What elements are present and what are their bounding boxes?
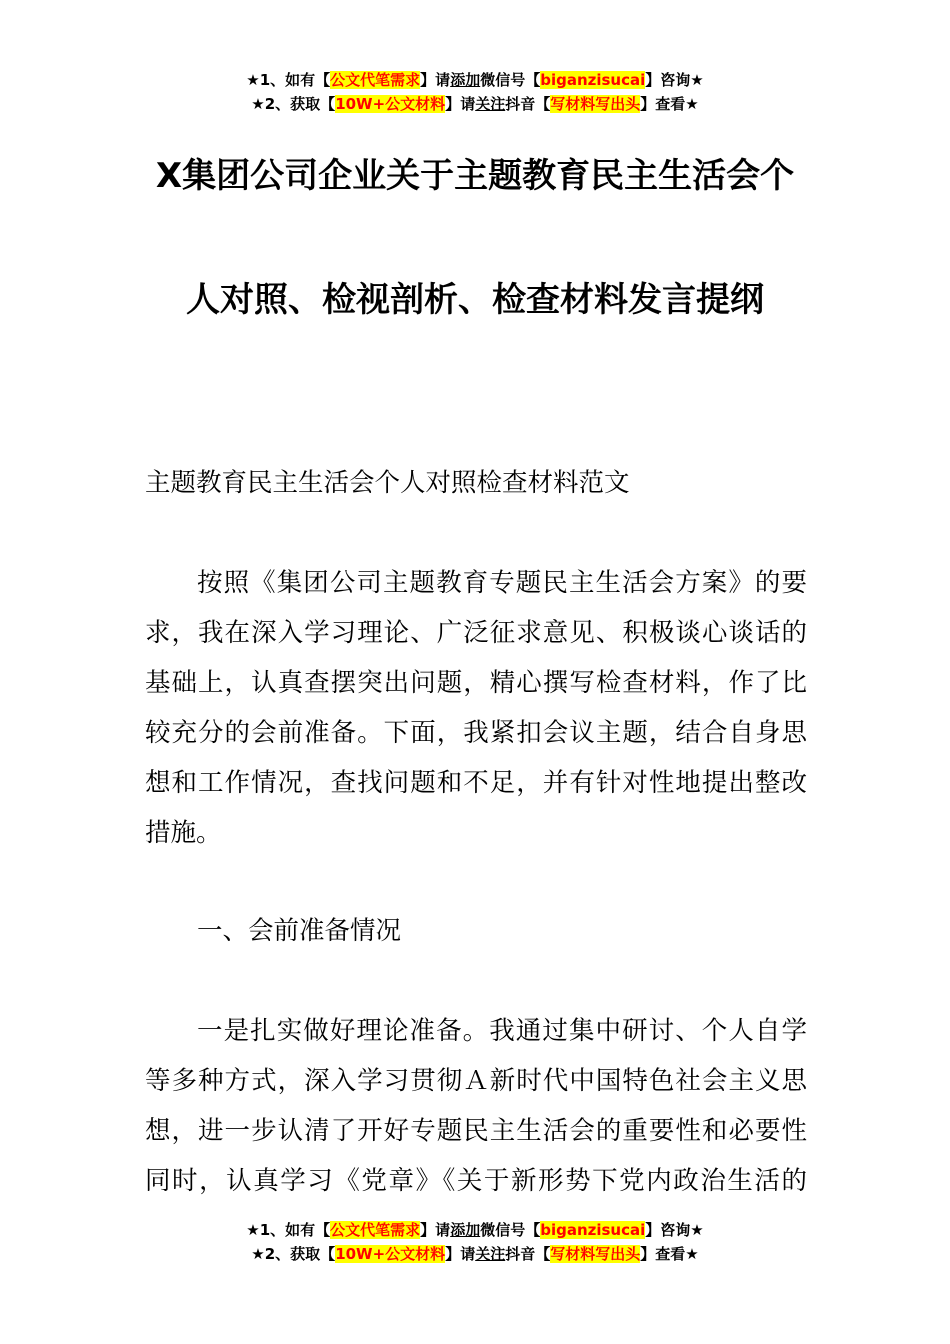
banner-line-2-highlight-materials: 10W+公文材料 [335, 95, 446, 113]
paragraph-line: 措施。 [145, 818, 222, 848]
banner-line-2 [0, 92, 950, 116]
footer-banner-line-1-prefix: ★1、如有【 [246, 1221, 331, 1239]
banner-line-1-suffix: 】咨询★ [645, 71, 704, 89]
footer-banner-line-1-suffix: 】咨询★ [645, 1221, 704, 1239]
paragraph-line: 按照《集团公司主题教育专题民主生活会方案》的要 [197, 568, 807, 598]
paragraph-theory-preparation [145, 1006, 807, 1206]
footer-banner-line-2-mid2: 抖音【 [505, 1245, 551, 1263]
footer-banner-line-1-highlight-service: 公文代笔需求 [330, 1221, 421, 1239]
banner-line-2-mid2: 抖音【 [505, 95, 551, 113]
section-heading [145, 906, 807, 956]
footer-banner-line-1 [0, 1218, 950, 1242]
footer-banner-line-1-mid: 】请 [420, 1221, 451, 1239]
header-banner [0, 68, 950, 116]
banner-line-2-suffix: 】查看★ [640, 95, 699, 113]
banner-line-1-mid: 】请 [420, 71, 451, 89]
banner-line-2-prefix: ★2、获取【 [251, 95, 336, 113]
banner-line-1-highlight-wechat: biganzisucai [540, 71, 646, 89]
paragraph-intro [145, 558, 807, 858]
footer-banner-line-2-prefix: ★2、获取【 [251, 1245, 336, 1263]
banner-line-2-highlight-douyin: 写材料写出头 [550, 95, 641, 113]
paragraph-line: 一是扎实做好理论准备。我通过集中研讨、个人自学 [197, 1016, 807, 1046]
banner-line-1-mid2: 微信号【 [480, 71, 541, 89]
footer-banner-line-2-highlight-douyin: 写材料写出头 [550, 1245, 641, 1263]
footer-banner-line-2-mid: 】请 [445, 1245, 476, 1263]
banner-line-2-underline: 关注 [475, 95, 506, 113]
paragraph-line: 想，进一步认清了开好专题民主生活会的重要性和必要性 [145, 1116, 807, 1146]
footer-banner-line-2-highlight-materials: 10W+公文材料 [335, 1245, 446, 1263]
subtitle-text: 主题教育民主生活会个人对照检查材料范文 [145, 468, 630, 498]
footer-banner-line-1-mid2: 微信号【 [480, 1221, 541, 1239]
footer-banner [0, 1218, 950, 1266]
footer-banner-line-1-underline: 添加 [450, 1221, 481, 1239]
footer-banner-line-2-underline: 关注 [475, 1245, 506, 1263]
footer-banner-line-1-highlight-wechat: biganzisucai [540, 1221, 646, 1239]
footer-banner-line-2 [0, 1242, 950, 1266]
document-title-line-1: X集团公司企业关于主题教育民主生活会个 [155, 156, 795, 196]
paragraph-line: 较充分的会前准备。下面，我紧扣会议主题，结合自身思 [145, 718, 807, 748]
footer-banner-line-2-suffix: 】查看★ [640, 1245, 699, 1263]
banner-line-1 [0, 68, 950, 92]
document-title-line-2: 人对照、检视剖析、检查材料发言提纲 [186, 280, 764, 320]
banner-line-1-underline: 添加 [450, 71, 481, 89]
paragraph-line: 想和工作情况，查找问题和不足，并有针对性地提出整改 [145, 768, 807, 798]
paragraph-line: 等多种方式，深入学习贯彻Ａ新时代中国特色社会主义思 [145, 1066, 807, 1096]
banner-line-1-prefix: ★1、如有【 [246, 71, 331, 89]
section-heading-text: 一、会前准备情况 [197, 916, 402, 946]
banner-line-1-highlight-service: 公文代笔需求 [330, 71, 421, 89]
document-subtitle [145, 458, 807, 508]
paragraph-line: 基础上，认真查摆突出问题，精心撰写检查材料，作了比 [145, 668, 807, 698]
banner-line-2-mid: 】请 [445, 95, 476, 113]
paragraph-line: 求，我在深入学习理论、广泛征求意见、积极谈心谈话的 [145, 618, 807, 648]
paragraph-line: 同时，认真学习《党章》《关于新形势下党内政治生活的 [145, 1166, 807, 1196]
